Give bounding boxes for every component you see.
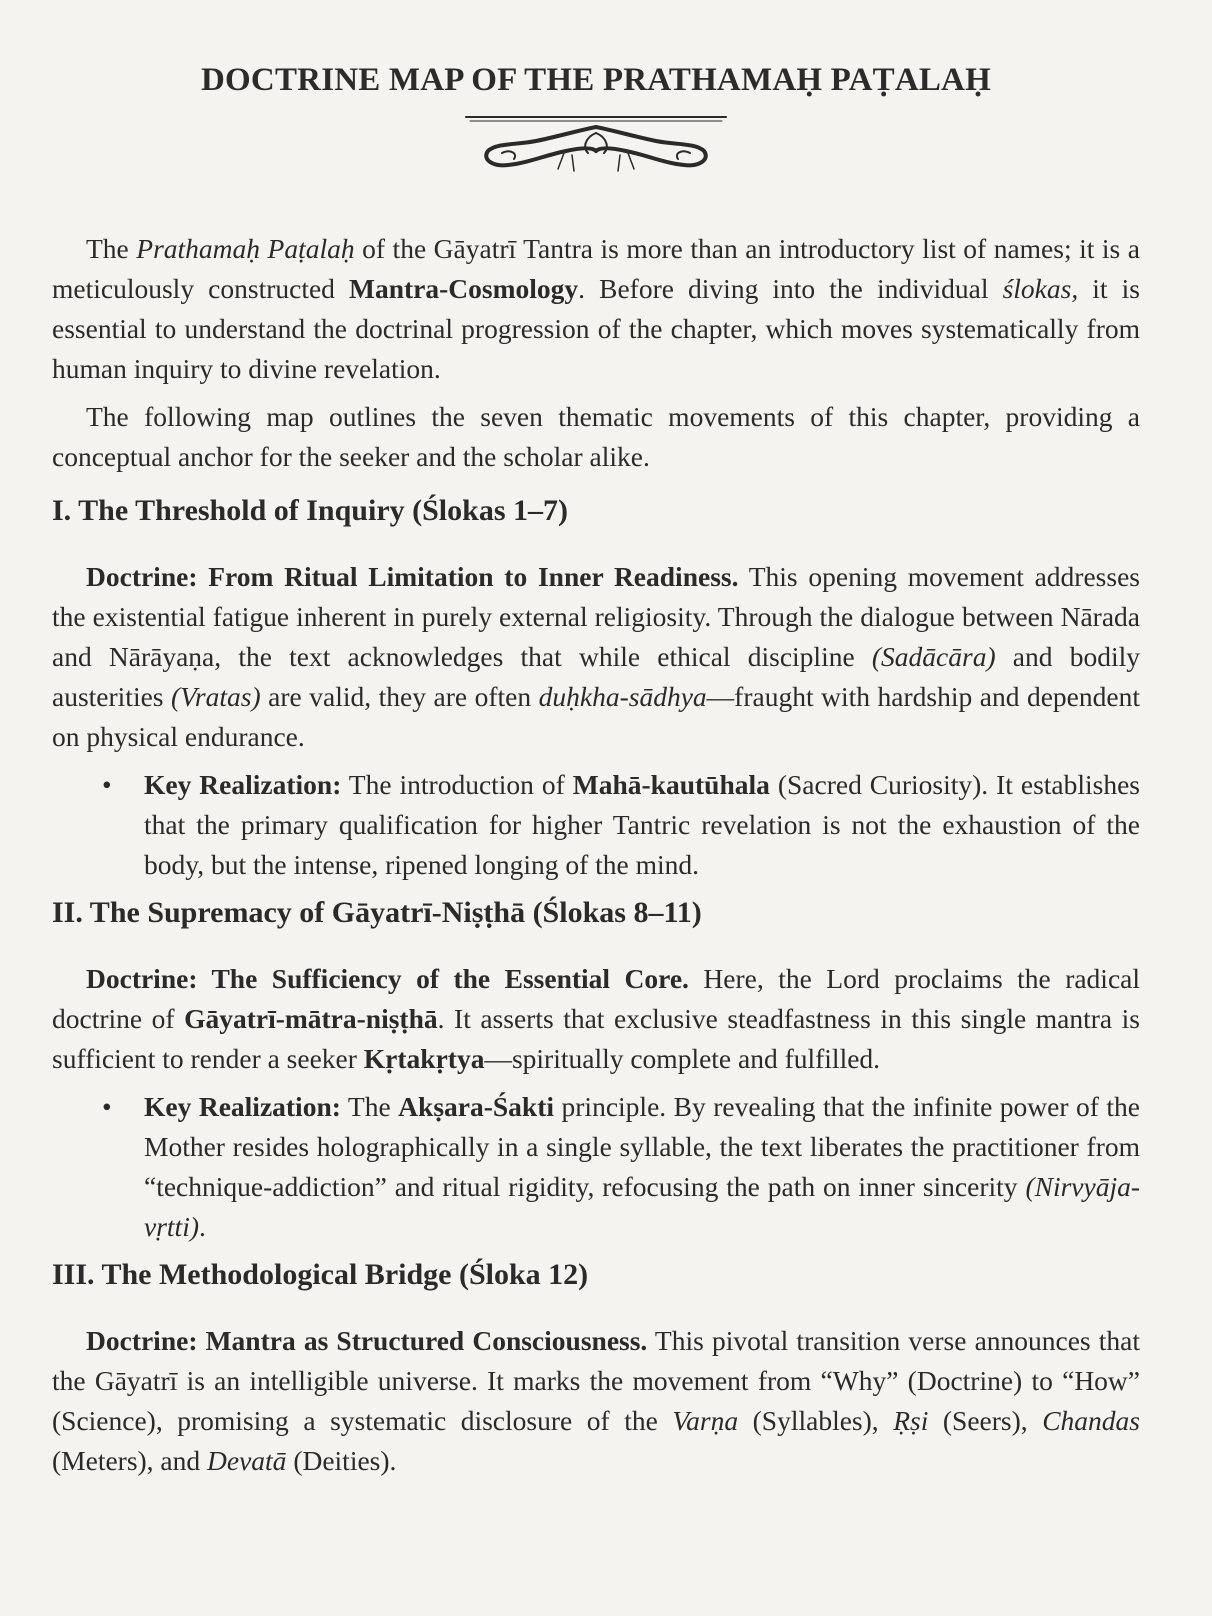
section-3-doctrine: Doctrine: Mantra as Structured Consciousness. This pivotal transition verse announces that the Gāyatrī is an intelligible universe. It marks the movement from “Why” (Doctrine) to “How” (Science), promising a systematic disclosure of the Varṇa (Syllables), Ṛṣi (Seers), Chandas (Meters), and Devatā (Deities). bbox=[52, 1325, 1140, 1476]
section-heading-3: III. The Methodological Bridge (Śloka 12) bbox=[52, 1258, 589, 1291]
section-2-doctrine: Doctrine: The Sufficiency of the Essential Core. Here, the Lord proclaims the radical doctrine of Gāyatrī-mātra-niṣṭhā. It asserts that exclusive steadfastness in this single mantra is sufficient to render a seeker Kṛtakṛtya—spiritually complete and fulfilled. bbox=[52, 963, 1140, 1074]
ornamental-divider-icon bbox=[446, 107, 746, 181]
intro-paragraph-2: The following map outlines the seven thematic movements of this chapter, providing a conceptual anchor for the seeker and the scholar alike. bbox=[52, 401, 1140, 472]
section-heading-1: I. The Threshold of Inquiry (Ślokas 1–7) bbox=[52, 494, 568, 527]
section-2-key-list bbox=[52, 1087, 1140, 1247]
bullet-icon: • bbox=[102, 769, 112, 800]
section-1-doctrine: Doctrine: From Ritual Limitation to Inner Readiness. This opening movement addresses the existential fatigue inherent in purely external religiosity. Through the dialogue between Nārada and Nārāyaṇa, the text acknowledges that while ethical discipline (Sadācāra) and bodily austerities (Vratas) are valid, they are often duḥkha-sādhya—fraught with hardship and dependent on physical endurance. bbox=[52, 561, 1140, 752]
section-1-key-realization: • Key Realization: The introduction of Mahā-kautūhala (Sacred Curiosity). It establishes that the primary qualification for higher Tantric revelation is not the exhaustion of the body, but the intense, ripened longing of the mind. bbox=[144, 765, 1140, 885]
section-2-key-realization: • Key Realization: The Akṣara-Śakti principle. By revealing that the infinite power of the Mother resides holographically in a single syllable, the text liberates the practitioner from “technique-addiction” and ritual rigidity, refocusing the path on inner sincerity (Nirvyāja-vṛtti). bbox=[144, 1087, 1140, 1247]
intro-paragraph-1: The Prathamaḥ Paṭalaḥ of the Gāyatrī Tantra is more than an introductory list of names; it is a meticulously constructed Mantra-Cosmology. Before diving into the individual ślokas, it is essential to understand the doctrinal progression of the chapter, which moves systematically from human inquiry to divine revelation. bbox=[52, 233, 1141, 384]
bullet-icon: • bbox=[102, 1091, 112, 1122]
page-title: DOCTRINE MAP OF THE PRATHAMAḤ PAṬALAḤ bbox=[201, 62, 991, 98]
section-1-key-list bbox=[52, 765, 1140, 885]
section-heading-2: II. The Supremacy of Gāyatrī-Niṣṭhā (Ślokas 8–11) bbox=[52, 896, 702, 929]
